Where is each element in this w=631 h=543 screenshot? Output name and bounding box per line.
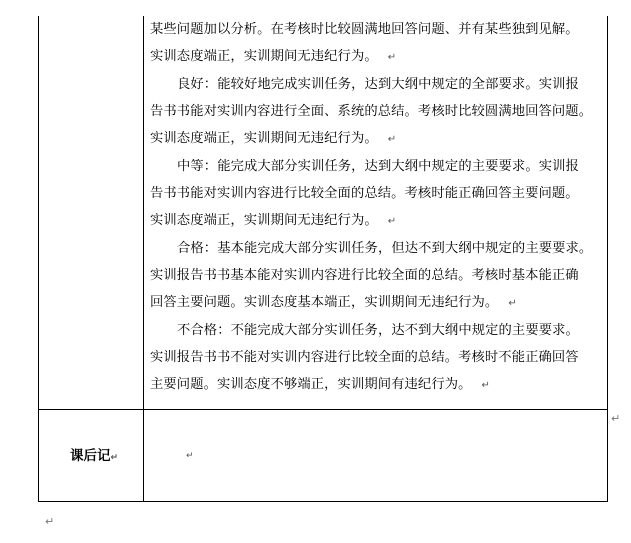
paragraph-text: 实训态度端正，实训期间无违纪行为。 [150,49,378,64]
paragraph-mark: ↵ [481,380,491,391]
paragraph-text: 回答主要问题。实训态度基本端正，实训期间无违纪行为。 [150,295,499,310]
paragraph-line [150,180,605,207]
after-class-notes-cell-mark: ↵ [186,451,194,461]
paragraph-line [150,153,605,180]
paragraph-text: 中等：能完成大部分实训任务，达到大纲中规定的主要要求。实训报 [177,159,579,174]
paragraph-line [150,344,605,371]
table-row-divider [38,409,608,410]
paragraph-text: 实训报告书书基本能对实训内容进行比较全面的总结。考核时基本能正确 [150,268,579,283]
after-class-label-cell[interactable] [39,411,143,501]
table-border-right [607,16,608,502]
paragraph-line [150,125,605,153]
document-end-mark: ↵ [45,515,55,528]
after-class-label: 课后记↵ [70,448,119,464]
paragraph-text: 合格：基本能完成大部分实训任务，但达不到大纲中规定的主要要求。 [177,241,593,256]
row-end-mark: ↵ [611,412,621,425]
paragraph-text: 实训报告书书不能对实训内容进行比较全面的总结。考核时不能正确回答 [150,350,579,365]
paragraph-line [150,262,605,289]
paragraph-line [150,98,605,125]
paragraph-mark: ↵ [508,298,517,309]
paragraph-text: 告书书能对实训内容进行比较全面的总结。考核时能正确回答主要问题。 [150,186,579,201]
paragraph-text: 实训态度端正，实训期间无违纪行为。 [150,131,378,146]
paragraph-line [150,289,605,317]
paragraph-text: 告书书能对实训内容进行全面、系统的总结。考核时比较圆满地回答问题。 [150,104,593,119]
paragraph-line [150,43,605,71]
table-border-middle [143,16,144,502]
paragraph-text: 良好：能较好地完成实训任务，达到大纲中规定的全部要求。实训报 [177,77,579,92]
table-border-bottom [38,501,608,502]
paragraph-line [150,16,605,43]
paragraph-line [150,71,605,98]
paragraph-line [150,235,605,262]
paragraph-text: 某些问题加以分析。在考核时比较圆满地回答问题、并有某些独到见解。 [150,22,579,37]
paragraph-mark: ↵ [387,134,397,145]
paragraph-line [150,317,605,344]
paragraph-line [150,371,605,399]
paragraph-text: 实训态度端正，实训期间无违纪行为。 [150,213,378,228]
paragraph-mark: ↵ [110,453,119,463]
grading-criteria-cell[interactable] [150,16,605,399]
paragraph-text: 不合格：不能完成大部分实训任务，达不到大纲中规定的主要要求。 [177,323,579,338]
paragraph-text: 主要问题。实训态度不够端正，实训期间有违纪行为。 [150,377,472,392]
paragraph-mark: ↵ [387,52,397,63]
paragraph-line [150,207,605,235]
paragraph-mark: ↵ [387,216,397,227]
